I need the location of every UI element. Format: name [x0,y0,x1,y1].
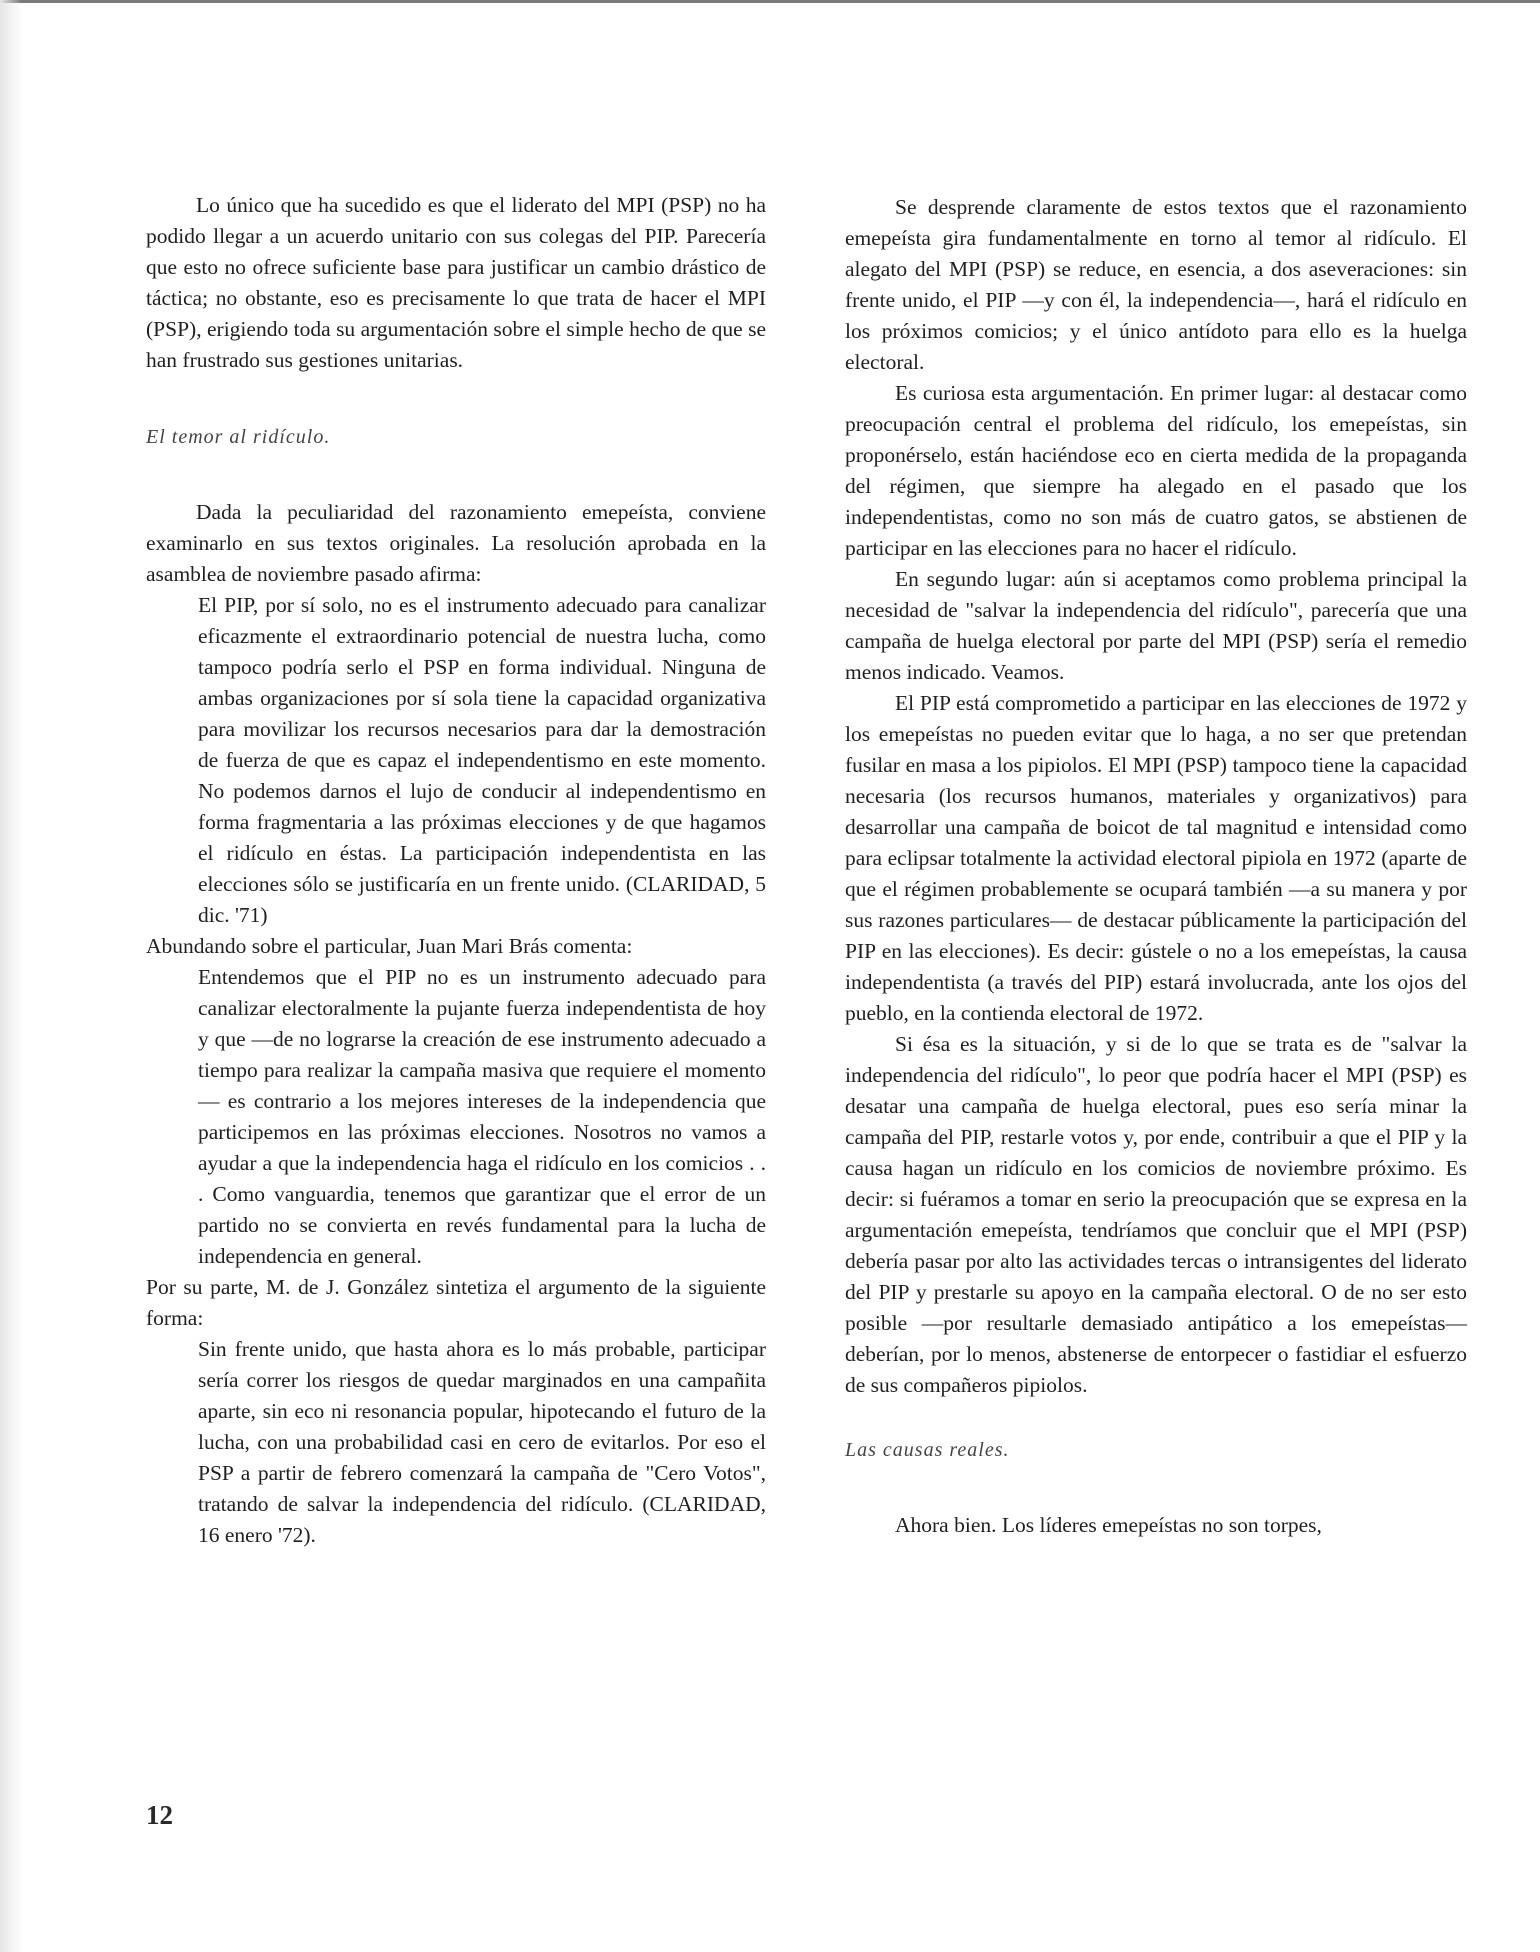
block-quote: El PIP, por sí solo, no es el instrumento adecuado para canalizar eficazmente el extraordinario potencial de nuestra lucha, como tampoco podría serlo el PSP en forma individual. Ninguna de ambas organizaciones por sí sola tiene la capacidad organizativa para movilizar los recursos necesarios para dar la demostración de fuerza de que es capaz el independentismo en este momento. No podemos darnos el lujo de conducir al independentismo en forma fragmentaria a las próximas elecciones y de que hagamos el ridículo en éstas. La participación independentista en las elecciones sólo se justificaría en un frente unido. (CLARIDAD, 5 dic. '71) [198,593,766,927]
paragraph: En segundo lugar: aún si aceptamos como problema principal la necesidad de "salvar la independencia del ridículo", parecería que una campaña de huelga electoral por parte del MPI (PSP) sería el remedio menos indicado. Veamos. [845,567,1467,684]
paragraph: Es curiosa esta argumentación. En primer lugar: al destacar como preocupación central el problema del ridículo, los emepeístas, sin proponérselo, están haciéndose eco en cierta medida de la propaganda del régimen, que siempre ha alegado en el pasado que los independentistas, como no son más de cuatro gatos, se abstienen de participar en las elecciones para no hacer el ridículo. [845,381,1467,560]
section-heading: Las causas reales. [845,1439,1010,1461]
page-number: 12 [146,1800,173,1830]
paragraph: Dada la peculiaridad del razonamiento emepeísta, conviene examinarlo en sus textos originales. La resolución aprobada en la asamblea de noviembre pasado afirma: [146,500,766,586]
block-quote: Sin frente unido, que hasta ahora es lo más probable, participar sería correr los riesgos de quedar marginados en una campañita aparte, sin eco ni resonancia popular, hipotecando el futuro de la lucha, con una probabilidad casi en cero de evitarlos. Por eso el PSP a partir de febrero comenzará la campaña de "Cero Votos", tratando de salvar la independencia del ridículo. (CLARIDAD, 16 enero '72). [198,1337,766,1547]
paragraph: El PIP está comprometido a participar en las elecciones de 1972 y los emepeístas no pueden evitar que lo haga, a no ser que pretendan fusilar en masa a los pipiolos. El MPI (PSP) tampoco tiene la capacidad necesaria (los recursos humanos, materiales y organizativos) para desarrollar una campaña de boicot de tal magnitud e intensidad como para eclipsar totalmente la actividad electoral pipiola en 1972 (aparte de que el régimen probablemente se ocupará también —a su manera y por sus razones particulares— de destacar públicamente la participación del PIP en las elecciones). Es decir: gústele o no a los emepeístas, la causa independentista (a través del PIP) estará involucrada, ante los ojos del pueblo, en la contienda electoral de 1972. [845,691,1467,1025]
block-quote: Entendemos que el PIP no es un instrumento adecuado para canalizar electoralmente la pujante fuerza independentista de hoy y que —de no lograrse la creación de ese instrumento adecuado a tiempo para realizar la campaña masiva que requiere el momento— es contrario a los mejores intereses de la independencia que participemos en las próximas elecciones. Nosotros no vamos a ayudar a que la independencia haga el ridículo en los comicios . . . Como vanguardia, tenemos que garantizar que el error de un partido no se convierta en revés fundamental para la lucha de independencia en general. [198,965,766,1268]
section-heading: El temor al ridículo. [146,426,331,448]
right-column [845,192,1467,1541]
scan-left-edge [0,0,22,1952]
paragraph: Abundando sobre el particular, Juan Mari Brás comenta: [146,934,633,958]
left-column [146,190,766,1551]
paragraph: Por su parte, M. de J. González sintetiza el argumento de la siguiente forma: [146,1275,766,1330]
paragraph: Lo único que ha sucedido es que el liderato del MPI (PSP) no ha podido llegar a un acuerdo unitario con sus colegas del PIP. Parecería que esto no ofrece suficiente base para justificar un cambio drástico de táctica; no obstante, eso es precisamente lo que trata de hacer el MPI (PSP), erigiendo toda su argumentación sobre el simple hecho de que se han frustrado sus gestiones unitarias. [146,193,766,372]
paragraph: Si ésa es la situación, y si de lo que se trata es de "salvar la independencia del ridículo", lo peor que podría hacer el MPI (PSP) es desatar una campaña de huelga electoral, pues eso sería minar la campaña del PIP, restarle votos y, por ende, contribuir a que el PIP y la causa hagan un ridículo en los comicios de noviembre próximo. Es decir: si fuéramos a tomar en serio la preocupación que se expresa en la argumentación emepeísta, tendríamos que concluir que el MPI (PSP) debería pasar por alto las actividades tercas o intransigentes del liderato del PIP y prestarle su apoyo en la campaña electoral. O de no ser esto posible —por resultarle demasiado antipático a los emepeístas— deberían, por lo menos, abstenerse de entorpecer o fastidiar el esfuerzo de sus compañeros pipiolos. [845,1032,1467,1397]
paragraph: Se desprende claramente de estos textos que el razonamiento emepeísta gira fundamentalmente en torno al temor al ridículo. El alegato del MPI (PSP) se reduce, en esencia, a dos aseveraciones: sin frente unido, el PIP —y con él, la independencia—, hará el ridículo en los próximos comicios; y el único antídoto para ello es la huelga electoral. [845,195,1467,374]
paragraph: Ahora bien. Los líderes emepeístas no son torpes, [895,1513,1322,1537]
scan-top-edge [0,0,1540,3]
